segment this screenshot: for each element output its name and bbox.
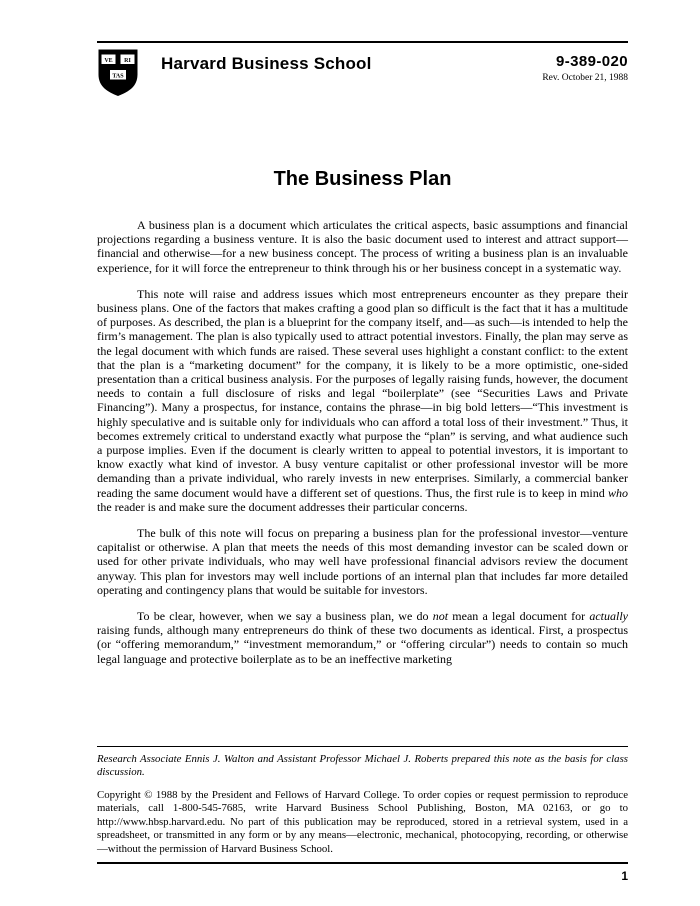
page-number: 1 xyxy=(621,869,628,883)
body-paragraph: The bulk of this note will focus on preparing a business plan for the professional investor—venture capitalist or otherwise. A plan that meets the needs of this most demanding investor can be scaled down or used for other private individuals, who may well have professional financial advisors review the document anyway. This plan for investors may well include portions of an internal plan that includes far more detailed operating and contingency plans that would be suitable for investors. xyxy=(97,526,628,597)
footnote-area xyxy=(97,746,628,856)
page-title: The Business Plan xyxy=(273,168,452,190)
hbs-veritas-shield-icon xyxy=(97,48,139,98)
shield-book-ve: VE xyxy=(104,58,113,64)
footnote-attribution: Research Associate Ennis J. Walton and Assistant Professor Michael J. Roberts prepared this note as the basis for class discussion. xyxy=(97,753,628,778)
document-meta xyxy=(542,53,628,83)
shield-book-tas: TAS xyxy=(112,73,124,80)
body-paragraph: A business plan is a document which articulates the critical aspects, basic assumptions and financial projections regarding a business venture. It is also the basic document used to interest and attract support—financial and otherwise—for a new business concept. The process of writing a business plan is an invaluable experience, for it will force the entrepreneur to think through his or her business concept in a systematic way. xyxy=(97,218,628,275)
revision-date: Rev. October 21, 1988 xyxy=(542,73,628,83)
body-paragraph: To be clear, however, when we say a business plan, we do not mean a legal document for actually raising funds, although many entrepreneurs do think of these two documents as identical. First, a prospectus (or “offering memorandum,” “investment memorandum,” or “offering circular”) needs to contain so much legal language and protective boilerplate as to be an ineffective marketing xyxy=(97,609,628,666)
footer-rule xyxy=(97,862,628,864)
document-number: 9-389-020 xyxy=(556,53,628,70)
shield-book-ri: RI xyxy=(124,58,131,64)
document-body xyxy=(97,218,628,678)
footnote-rule xyxy=(97,746,628,747)
header-rule xyxy=(97,41,628,43)
school-name: Harvard Business School xyxy=(161,54,372,73)
copyright-notice: Copyright © 1988 by the President and Fellows of Harvard College. To order copies or request permission to reproduce materials, call 1-800-545-7685, write Harvard Business School Publishing, Boston, MA 02163, or go to http://www.hbsp.harvard.edu. No part of this publication may be reproduced, stored in a retrieval system, used in a spreadsheet, or transmitted in any form or by any means—electronic, mechanical, photocopying, recording, or otherwise—without the permission of Harvard Business School. xyxy=(97,789,628,855)
document-header xyxy=(97,48,628,98)
body-paragraph: This note will raise and address issues which most entrepreneurs encounter as they prepare their business plans. One of the factors that makes crafting a good plan so difficult is the fact that it has a multitude of purposes. As described, the plan is a blueprint for the company itself, and—as such—is intended to help the firm’s management. The plan is also typically used to attract potential investors. Finally, the plan may serve as the legal document with which funds are raised. These several uses highlight a constant conflict: to the extent that the plan is a “marketing document” for the company, it is likely to be a more optimistic, one-sided presentation than a critical business analysis. For the purposes of legally raising funds, however, the document needs to contain a full disclosure of risks and legal “boilerplate” (see “Securities Laws and Private Financing”). Many a prospectus, for instance, contains the phrase—in big bold letters—“This investment is highly speculative and is suitable only for individuals who can afford a total loss of their investment.” Thus, it becomes extremely critical to understand exactly what purpose the “plan” is serving, and what audience such a purpose implies. Even if the document is clearly written to appeal to potential investors, it is important to know exactly what kind of investor. A busy venture capitalist or other professional investor will be more demanding than a private individual, who rarely invests in new enterprises. Similarly, a commercial banker reading the same document would have a different set of questions. Thus, the first rule is to keep in mind who the reader is and make sure the document addresses their particular concerns. xyxy=(97,286,628,514)
